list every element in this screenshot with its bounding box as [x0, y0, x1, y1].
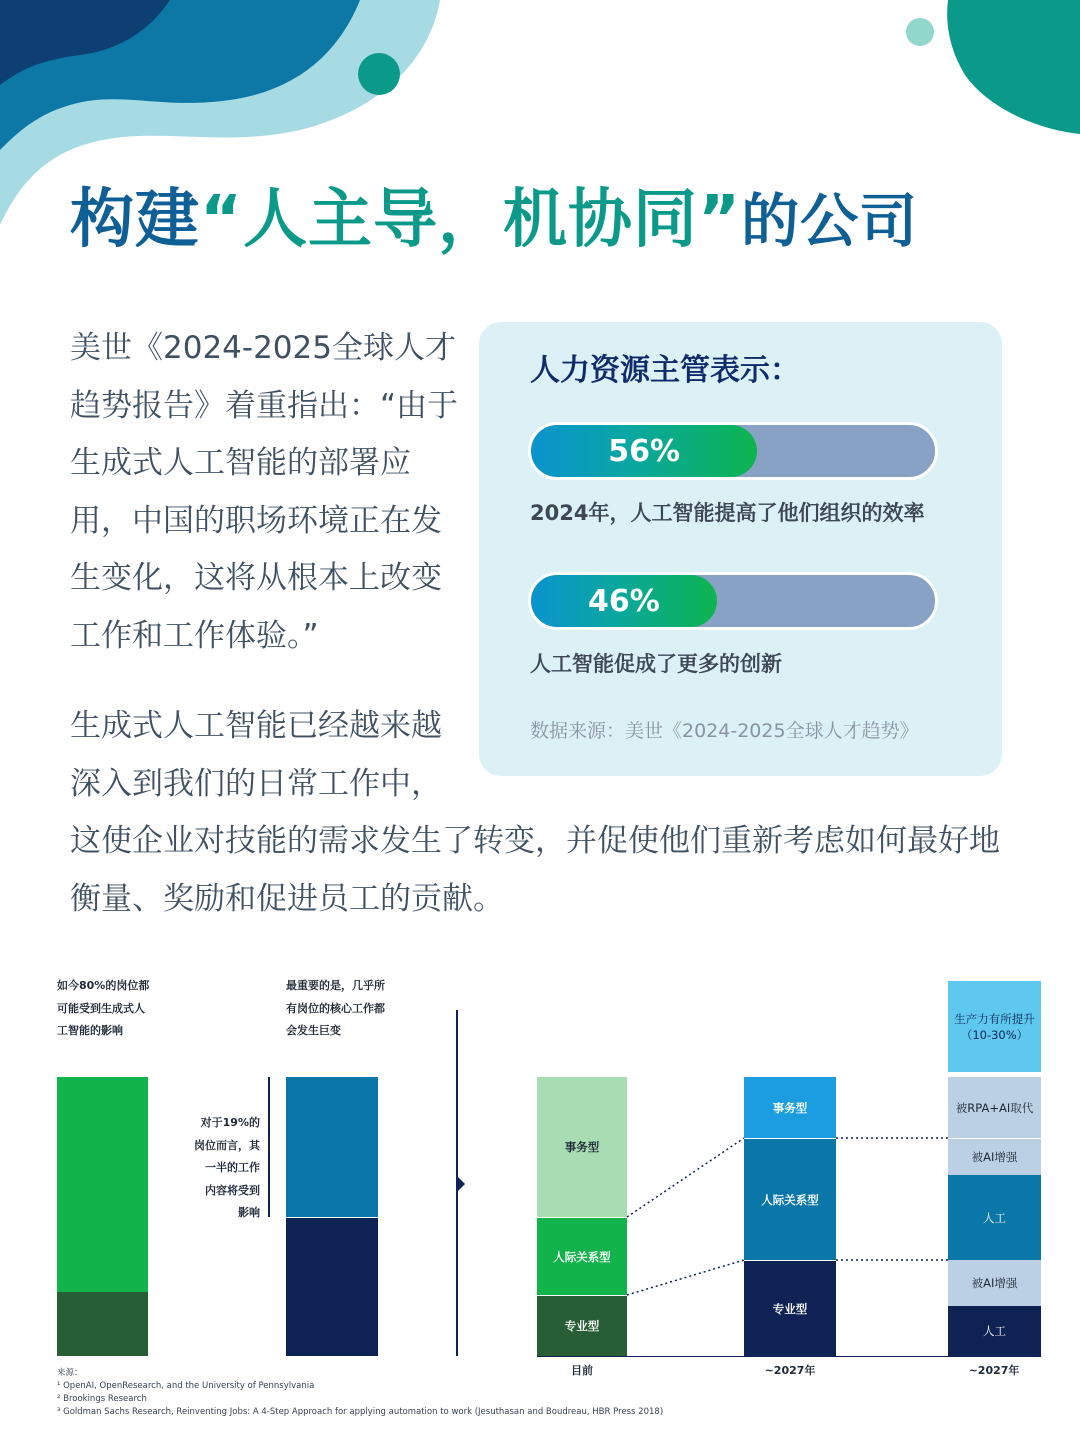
- note-line: 工智能的影响: [57, 1024, 123, 1037]
- note-core-work: [286, 975, 385, 1043]
- stat-value: 56%: [608, 433, 681, 469]
- segment-ai-augmented-2: 被AI增强: [948, 1260, 1041, 1306]
- stat-value: 46%: [588, 583, 660, 619]
- x-label-2027a: ~2027年: [764, 1364, 816, 1377]
- source-item: ¹ OpenAI, OpenResearch, and the University of Pennsylvania: [57, 1381, 315, 1391]
- segment-transactional: 事务型: [537, 1077, 627, 1217]
- x-label-2027b: ~2027年: [968, 1364, 1020, 1377]
- note-line: 岗位而言，其: [194, 1138, 260, 1152]
- mint-dot: [906, 18, 934, 46]
- card-heading: 人力资源主管表示：: [530, 353, 800, 388]
- segment-human-2: 人工: [948, 1306, 1041, 1356]
- intro-line: 生成式人工智能的部署应: [70, 445, 411, 481]
- note-line: 可能受到生成式人: [57, 1001, 145, 1015]
- page-title: [70, 168, 918, 260]
- baseline: [537, 1356, 1041, 1357]
- teal-dot: [358, 53, 400, 95]
- stats-card: [479, 322, 1002, 776]
- stat-caption: 人工智能促成了更多的创新: [530, 652, 782, 676]
- segment-human: 人工: [948, 1175, 1041, 1260]
- intro-line: 用，中国的职场环境正在发: [70, 502, 442, 539]
- note-line: 内容将受到: [205, 1183, 260, 1197]
- teal-corner-shape: [947, 0, 1080, 134]
- segment-professional-2027: 专业型: [744, 1260, 836, 1356]
- body-line: 衡量、奖励和促进员工的贡献。: [70, 880, 504, 917]
- bar-80-green: [57, 1077, 148, 1292]
- sources-label: 来源：: [57, 1368, 83, 1378]
- title-part2: “人主导，机协同”: [200, 183, 742, 257]
- segment-productivity: 生产力有所提升 （10-30%）: [948, 981, 1041, 1072]
- intro-line: 生变化，这将从根本上改变: [70, 560, 442, 596]
- bar-80-dark: [57, 1292, 148, 1356]
- title-part3: 的公司: [741, 187, 919, 255]
- source-item: ² Brookings Research: [57, 1394, 147, 1404]
- segment-professional: 专业型: [537, 1295, 627, 1356]
- segment-transactional-2027: 事务型: [744, 1077, 836, 1138]
- segment-interpersonal: 人际关系型: [537, 1217, 627, 1295]
- note-divider: [268, 1077, 270, 1217]
- note-19-percent: [160, 1112, 260, 1225]
- body-line: 深入到我们的日常工作中，: [70, 765, 442, 802]
- note-line: 如今80%的岗位都: [57, 979, 150, 992]
- card-source: 数据来源：美世《2024-2025全球人才趋势》: [530, 720, 919, 742]
- note-line: 最重要的是，几乎所: [286, 979, 385, 992]
- x-label-current: 目前: [571, 1364, 593, 1377]
- note-80-percent: [57, 975, 149, 1043]
- intro-line: 美世《2024-2025全球人才: [70, 330, 456, 366]
- source-item: ³ Goldman Sachs Research, Reinventing Jobs: A 4-Step Approach for applying automation to work (Jesuthasan and Boudreau, HBR Press 2018): [57, 1407, 664, 1417]
- note-line: 会发生巨变: [286, 1024, 341, 1037]
- stat-bar-efficiency: [528, 422, 938, 480]
- stat-bar-innovation: [528, 572, 938, 630]
- note-line: 一半的工作: [205, 1161, 260, 1174]
- arrow-right-icon: [457, 1176, 467, 1192]
- title-part1: 构建: [70, 183, 200, 257]
- body-line: 生成式人工智能已经越来越: [70, 708, 442, 744]
- note-line: 对于19%的: [200, 1116, 260, 1129]
- body-line: 这使企业对技能的需求发生了转变，并促使他们重新考虑如何最好地: [70, 823, 1000, 859]
- stat-caption: 2024年，人工智能提高了他们组织的效率: [530, 501, 925, 525]
- intro-paragraph: [70, 320, 458, 665]
- note-line: 有岗位的核心工作都: [286, 1001, 385, 1015]
- note-line: 影响: [238, 1206, 260, 1219]
- intro-line: 趋势报告》着重指出：“由于: [70, 387, 459, 424]
- intro-line: 工作和工作体验。”: [70, 617, 319, 654]
- segment-interpersonal-2027: 人际关系型: [744, 1138, 836, 1260]
- bar-core-navy: [286, 1217, 378, 1356]
- segment-ai-augmented: 被AI增强: [948, 1138, 1041, 1175]
- segment-rpa-replaced: 被RPA+AI取代: [948, 1077, 1041, 1138]
- bar-core-blue: [286, 1077, 378, 1217]
